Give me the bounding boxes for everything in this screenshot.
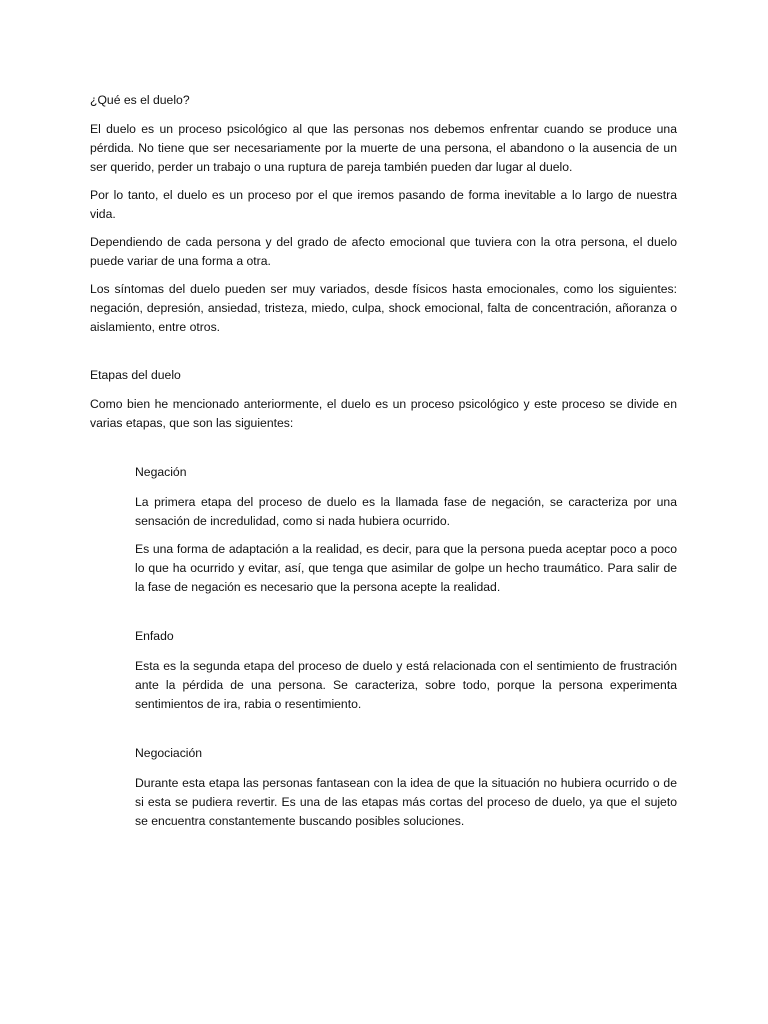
section-heading-stages: Etapas del duelo <box>90 368 181 382</box>
spacer <box>90 606 677 627</box>
stage-negotiation <box>135 744 677 831</box>
paragraph: Dependiendo de cada persona y del grado de afecto emocional que tuviera con la otra persona, el duelo puede variar de una forma a otra. <box>90 235 677 268</box>
spacer <box>90 723 677 744</box>
stage-title: Enfado <box>135 629 174 643</box>
spacer <box>90 346 677 366</box>
paragraph: Esta es la segunda etapa del proceso de duelo y está relacionada con el sentimiento de frustración ante la pérdida de una persona. Se caracteriza, sobre todo, porque la persona experimenta sentimientos de ira, rabia o resentimiento. <box>135 659 677 711</box>
paragraph: Durante esta etapa las personas fantasean con la idea de que la situación no hubiera ocurrido o de si esta se pudiera revertir. Es una de las etapas más cortas del proceso de duelo, ya que el sujeto se encuentra constantemente buscando posibles soluciones. <box>135 776 677 828</box>
section-heading-what-is-grief: ¿Qué es el duelo? <box>90 93 190 107</box>
spacer <box>90 442 677 463</box>
paragraph: Por lo tanto, el duelo es un proceso por el que iremos pasando de forma inevitable a lo largo de nuestra vida. <box>90 188 677 221</box>
paragraph: El duelo es un proceso psicológico al que las personas nos debemos enfrentar cuando se produce una pérdida. No tiene que ser necesariamente por la muerte de una persona, el abandono o la ausencia de un ser querido, perder un trabajo o una ruptura de pareja también pueden dar lugar al duelo. <box>90 122 677 174</box>
stage-negation <box>135 463 677 597</box>
stage-title: Negación <box>135 465 187 479</box>
stage-title: Negociación <box>135 746 203 760</box>
paragraph: Los síntomas del duelo pueden ser muy variados, desde físicos hasta emocionales, como los siguientes: negación, depresión, ansiedad, tristeza, miedo, culpa, shock emocional, falta de concentración, añoranza o aislamiento, entre otros. <box>90 282 677 334</box>
document-page <box>90 91 677 840</box>
paragraph: Como bien he mencionado anteriormente, el duelo es un proceso psicológico y este proceso se divide en varias etapas, que son las siguientes: <box>90 397 677 430</box>
paragraph: La primera etapa del proceso de duelo es la llamada fase de negación, se caracteriza por una sensación de incredulidad, como si nada hubiera ocurrido. <box>135 495 677 528</box>
stage-anger <box>135 627 677 714</box>
paragraph: Es una forma de adaptación a la realidad, es decir, para que la persona pueda aceptar poco a poco lo que ha ocurrido y evitar, así, que tenga que asimilar de golpe un hecho traumático. Para salir de la fase de negación es necesario que la persona acepte la realidad. <box>135 542 677 594</box>
